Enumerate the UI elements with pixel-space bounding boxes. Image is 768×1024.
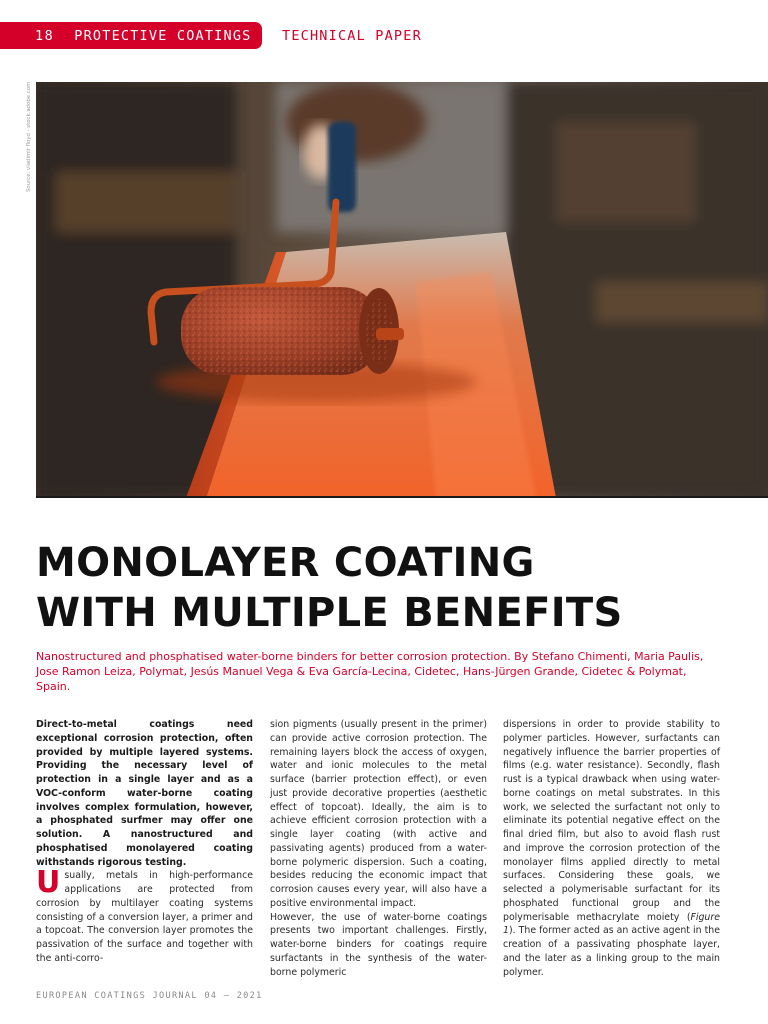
- article-subtitle-byline: Nanostructured and phosphatised water-borne binders for better corrosion protection. By Stefano Chimenti, Maria Paulis, Jose Ramon Leiza, Polymat, Jesús Manuel Vega & Eva García-Lecina, Cidetec, Hans-Jürgen Grande, Cidetec & Polymat, Spain.: [36, 650, 704, 693]
- article-title: [36, 538, 736, 638]
- journal-footer: EUROPEAN COATINGS JOURNAL 04 – 2021: [36, 991, 263, 1001]
- text-column-1: [36, 718, 253, 966]
- article-type-tag: TECHNICAL PAPER: [282, 28, 422, 44]
- section-header-bar: [0, 22, 262, 49]
- article-lead: Direct-to-metal coatings need exceptional corrosion protection, often provided by multiple layered systems. Providing the necessary level of protection in a single layer and as a VOC-conform water-borne coating involves complex formulation, however, a phosphated surfmer may offer one solution. A nanostructured and phosphatised monolayered coating withstands rigorous testing.: [36, 719, 253, 868]
- hero-photo: [36, 82, 768, 498]
- article-title-line-1: MONOLAYER COATING: [36, 540, 535, 586]
- page-number: 18: [35, 27, 55, 44]
- text-column-2: [270, 718, 487, 979]
- photo-credit: Source: vladimir floyd - stock.adobe.com: [26, 81, 32, 192]
- section-name: PROTECTIVE COATINGS: [74, 27, 252, 44]
- body-paragraph: However, the use of water-borne coatings presents two important challenges. Firstly, water-borne binders for coatings require surfactants in the synthesis of the water-borne polymeric: [270, 911, 487, 978]
- body-paragraph: sion pigments (usually present in the primer) can provide active corrosion protection. The remaining layers block the access of oxygen, water and ionic molecules to the metal surface (barrier protection effect), or even just provide decorative properties (aesthetic effect of topcoat). Ideally, the aim is to achieve efficient corrosion protection with a single layer coating (with active and passivating agents) produced from a water-borne polymeric dispersion. Such a coating, besides reducing the economic impact that corrosion causes every year, will also have a positive environmental impact.: [270, 719, 487, 909]
- figure-reference-link[interactable]: Figure 1: [503, 911, 720, 937]
- paint-roller-photo-icon: [36, 82, 768, 498]
- text-column-3: [503, 718, 720, 979]
- drop-cap: U: [36, 865, 61, 901]
- body-paragraph: Usually, metals in high-performance applications are protected from corrosion by multilayer coating systems consisting of a conversion layer, a primer and a topcoat. The conversion layer promotes the passivation of the surface and together with the anti-corro-: [36, 865, 253, 964]
- body-paragraph: dispersions in order to provide stability to polymer particles. However, surfactants can negatively influence the barrier properties of films (e.g. water resistance). Secondly, flash rust is a typical drawback when using water-borne coatings on metal substrates. In this work, we selected the surfactant not only to eliminate its potential negative effect on the final dried film, but also to avoid flash rust and improve the corrosion protection of the monolayer films applied directly to metal surfaces. Considering these goals, we selected a polymerisable surfactant for its phosphated functional group and the polymerisable methacrylate moiety (Figure 1). The former acted as an active agent in the creation of a passivating phosphate layer, and the later as a linking group to the main polymer.: [503, 719, 720, 978]
- article-title-line-2: WITH MULTIPLE BENEFITS: [36, 590, 623, 636]
